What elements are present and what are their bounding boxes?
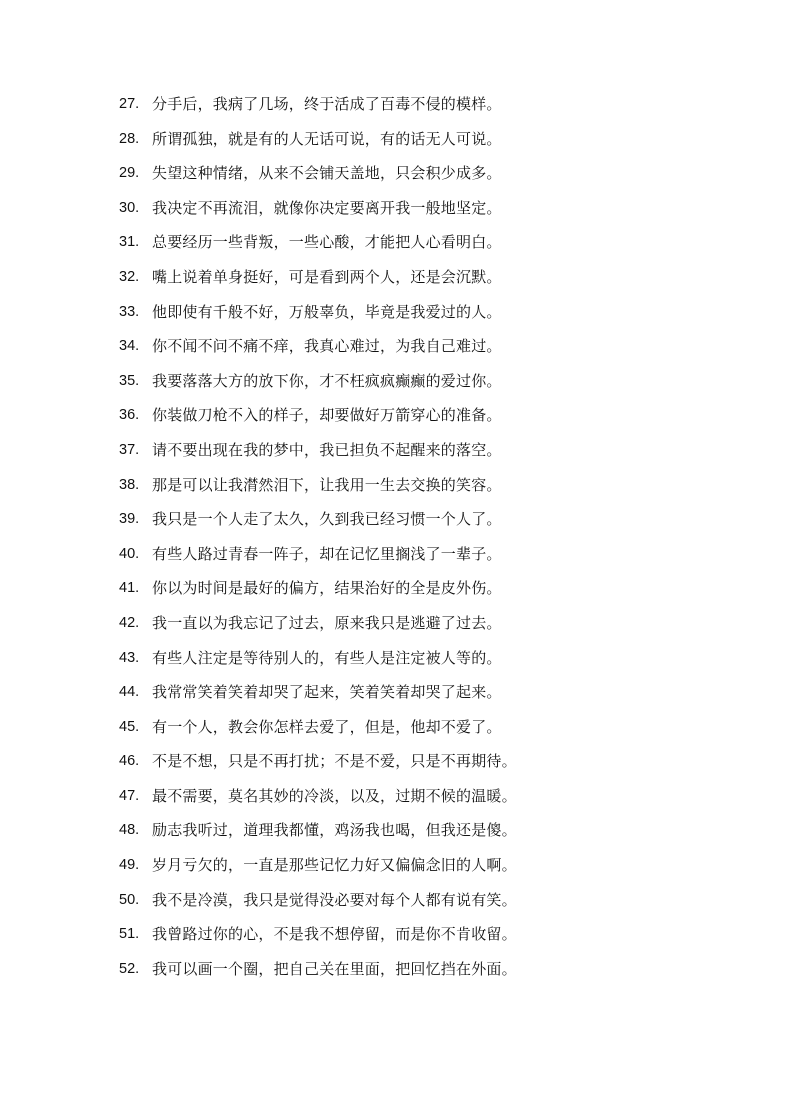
list-item (119, 506, 679, 541)
item-text: 我一直以为我忘记了过去，原来我只是逃避了过去。 (152, 613, 502, 632)
item-number: 51. (119, 926, 140, 943)
list-item (119, 264, 679, 299)
item-text: 我不是冷漠，我只是觉得没必要对每个人都有说有笑。 (152, 890, 517, 909)
item-text: 不是不想，只是不再打扰；不是不爱，只是不再期待。 (152, 752, 517, 771)
item-number: 33. (119, 303, 140, 320)
list-item (119, 299, 679, 334)
item-number: 46. (119, 753, 140, 770)
list-item (119, 402, 679, 437)
item-text: 有一个人，教会你怎样去爱了，但是，他却不爱了。 (152, 717, 502, 736)
list-item (119, 783, 679, 818)
item-text: 最不需要，莫名其妙的冷淡，以及，过期不候的温暖。 (152, 786, 517, 805)
list-item (119, 852, 679, 887)
item-text: 有些人路过青春一阵子，却在记忆里搁浅了一辈子。 (152, 544, 502, 563)
item-number: 50. (119, 891, 140, 908)
item-text: 岁月亏欠的，一直是那些记忆力好又偏偏念旧的人啊。 (152, 856, 517, 875)
list-item (119, 160, 679, 195)
item-text: 我只是一个人走了太久，久到我已经习惯一个人了。 (152, 510, 502, 529)
list-item (119, 437, 679, 472)
item-text: 有些人注定是等待别人的，有些人是注定被人等的。 (152, 648, 502, 667)
item-number: 27. (119, 96, 140, 112)
item-number: 34. (119, 338, 140, 355)
item-number: 29. (119, 165, 140, 182)
list-item (119, 368, 679, 403)
item-text: 我可以画一个圈，把自己关在里面，把回忆挡在外面。 (152, 959, 517, 978)
item-number: 43. (119, 649, 140, 666)
item-number: 32. (119, 268, 140, 285)
item-number: 37. (119, 441, 140, 458)
item-text: 你装做刀枪不入的样子，却要做好万箭穿心的准备。 (152, 406, 502, 425)
item-text: 所谓孤独，就是有的人无话可说，有的话无人可说。 (152, 129, 502, 148)
item-number: 35. (119, 372, 140, 389)
item-text: 分手后，我病了几场，终于活成了百毒不侵的模样。 (152, 95, 502, 113)
list-item (119, 472, 679, 507)
item-text: 嘴上说着单身挺好，可是看到两个人，还是会沉默。 (152, 267, 502, 286)
list-item (119, 333, 679, 368)
item-text: 你不闻不问不痛不痒，我真心难过，为我自己难过。 (152, 337, 502, 356)
item-number: 52. (119, 960, 140, 977)
list-item (119, 714, 679, 749)
list-item (119, 229, 679, 264)
item-number: 45. (119, 718, 140, 735)
list-item (119, 541, 679, 576)
item-number: 28. (119, 130, 140, 147)
list-item (119, 956, 679, 991)
list-item (119, 887, 679, 922)
list-item (119, 679, 679, 714)
item-text: 那是可以让我潸然泪下，让我用一生去交换的笑容。 (152, 475, 502, 494)
item-text: 我曾路过你的心，不是我不想停留，而是你不肯收留。 (152, 925, 517, 944)
item-number: 38. (119, 476, 140, 493)
item-text: 励志我听过，道理我都懂，鸡汤我也喝，但我还是傻。 (152, 821, 517, 840)
list-item (119, 126, 679, 161)
item-number: 39. (119, 511, 140, 528)
item-text: 失望这种情绪，从来不会铺天盖地，只会积少成多。 (152, 164, 502, 183)
list-item (119, 195, 679, 230)
list-item (119, 817, 679, 852)
list-item (119, 748, 679, 783)
item-text: 总要经历一些背叛，一些心酸，才能把人心看明白。 (152, 233, 502, 252)
item-number: 41. (119, 580, 140, 597)
item-text: 请不要出现在我的梦中，我已担负不起醒来的落空。 (152, 440, 502, 459)
item-number: 42. (119, 614, 140, 631)
list-item (119, 645, 679, 680)
item-number: 49. (119, 857, 140, 874)
list-item (119, 610, 679, 645)
item-text: 你以为时间是最好的偏方，结果治好的全是皮外伤。 (152, 579, 502, 598)
item-number: 44. (119, 684, 140, 701)
item-number: 31. (119, 234, 140, 251)
item-number: 40. (119, 545, 140, 562)
item-number: 47. (119, 787, 140, 804)
item-number: 30. (119, 199, 140, 216)
list-item (119, 575, 679, 610)
quote-list (119, 91, 679, 990)
list-item (119, 921, 679, 956)
list-item (119, 91, 679, 126)
item-text: 他即使有千般不好，万般辜负，毕竟是我爱过的人。 (152, 302, 502, 321)
item-text: 我要落落大方的放下你，才不枉疯疯癫癫的爱过你。 (152, 371, 502, 390)
item-number: 48. (119, 822, 140, 839)
item-number: 36. (119, 407, 140, 424)
item-text: 我常常笑着笑着却哭了起来，笑着笑着却哭了起来。 (152, 683, 502, 702)
item-text: 我决定不再流泪，就像你决定要离开我一般地坚定。 (152, 198, 502, 217)
